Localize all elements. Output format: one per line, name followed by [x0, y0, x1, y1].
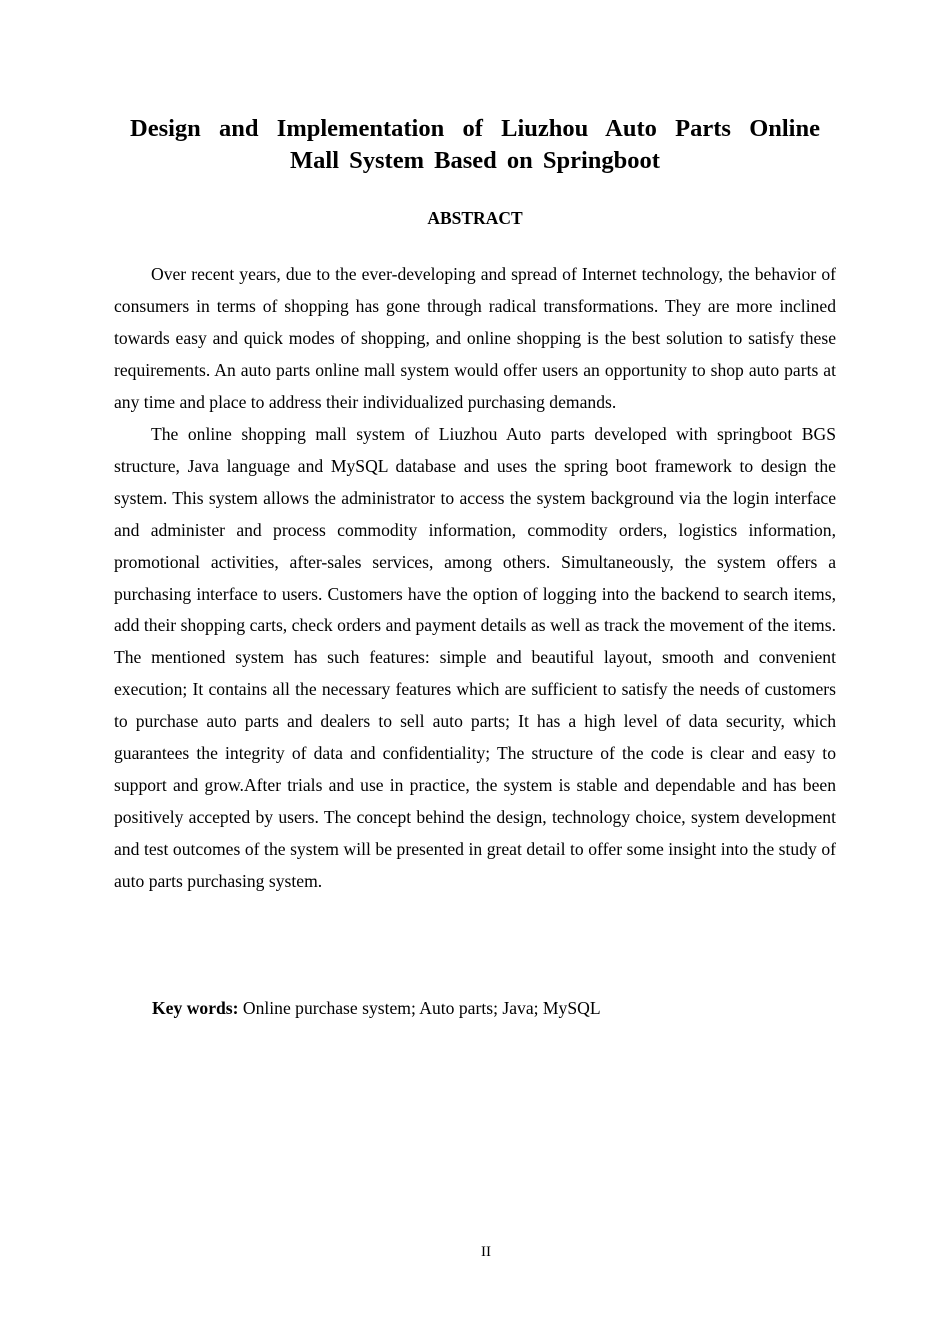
keywords-line — [152, 992, 836, 1024]
abstract-body — [114, 259, 836, 898]
keywords-text: Online purchase system; Auto parts; Java; MySQL — [238, 998, 601, 1018]
keywords-label: Key words: — [152, 998, 239, 1018]
abstract-heading: ABSTRACT — [427, 208, 523, 228]
abstract-paragraph-2: The online shopping mall system of Liuzhou Auto parts developed with springboot BGS structure, Java language and MySQL database and uses the spring boot framework to design the system. This system allows the administrator to access the system background via the login interface and administer and process commodity information, commodity orders, logistics information, promotional activities, after-sales services, among others. Simultaneously, the system offers a purchasing interface to users. Customers have the option of logging into the backend to search items, add their shopping carts, check orders and payment details as well as track the movement of the items. The mentioned system has such features: simple and beautiful layout, smooth and convenient execution; It contains all the necessary features which are sufficient to satisfy the needs of customers to purchase auto parts and dealers to sell auto parts; It has a high level of data security, which guarantees the integrity of data and confidentiality; The structure of the code is clear and easy to support and grow.After trials and use in practice, the system is stable and dependable and has been positively accepted by users. The concept behind the design, technology choice, system development and test outcomes of the system will be presented in great detail to offer some insight into the study of auto parts purchasing system. — [114, 423, 836, 892]
abstract-paragraph-1: Over recent years, due to the ever-developing and spread of Internet technology, the behavior of consumers in terms of shopping has gone through radical transformations. They are more inclined towards easy and quick modes of shopping, and online shopping is the best solution to satisfy these requirements. An auto parts online mall system would offer users an opportunity to shop auto parts at any time and place to address their individualized purchasing demands. — [114, 264, 836, 412]
page-number: II — [481, 1244, 491, 1260]
paper-title: Design and Implementation of Liuzhou Auto Parts Online Mall System Based on Springboot — [130, 115, 820, 174]
